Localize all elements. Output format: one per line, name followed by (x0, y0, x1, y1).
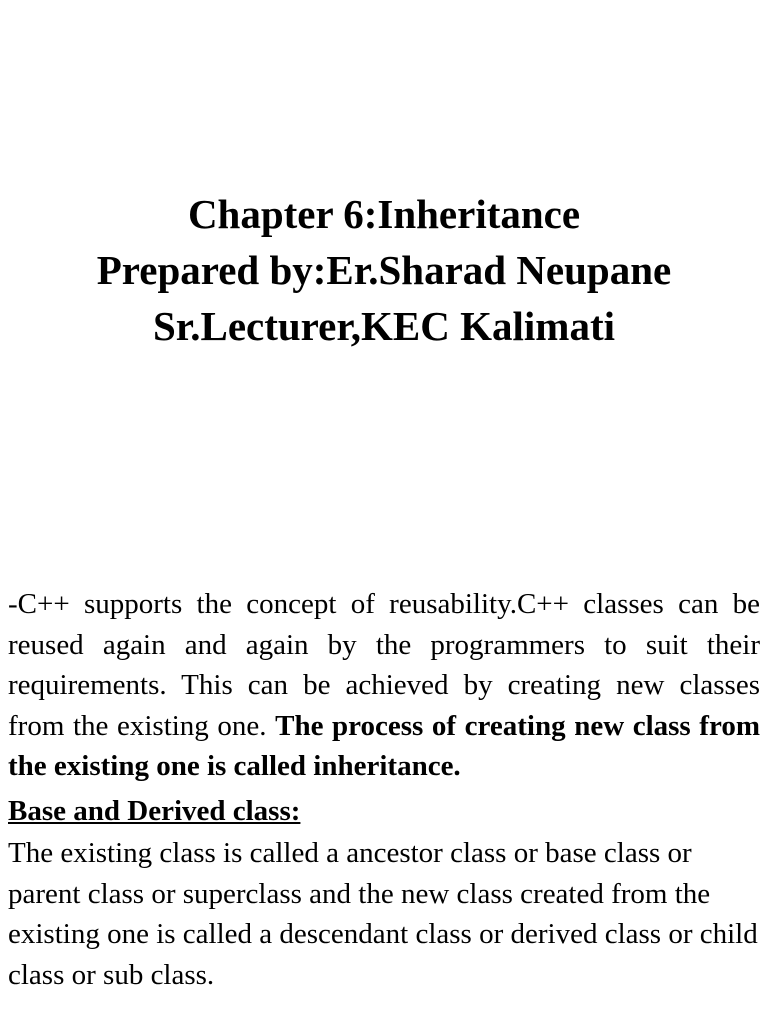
chapter-title-block (0, 186, 768, 354)
intro-paragraph (8, 584, 760, 787)
section-paragraph: The existing class is called a ancestor class or base class or parent class or superclass and the new class created from the existing one is called a descendant class or derived class or child class or sub class. (8, 836, 758, 991)
intro-text: -C++ supports the concept of reusability.C++ classes can be reused again and again by the programmers to suit their requirements. This can be achieved by creating new classes from the existing one. (8, 588, 760, 742)
inheritance-definition: The process of creating new class from the existing one is called inheritance. (8, 709, 760, 783)
document-body (8, 584, 760, 995)
chapter-title: Chapter 6:Inheritance (187, 191, 581, 237)
section-heading: Base and Derived class: (8, 794, 301, 827)
author-line: Prepared by:Er.Sharad Neupane (96, 247, 672, 293)
affiliation-line: Sr.Lecturer,KEC Kalimati (153, 303, 615, 349)
